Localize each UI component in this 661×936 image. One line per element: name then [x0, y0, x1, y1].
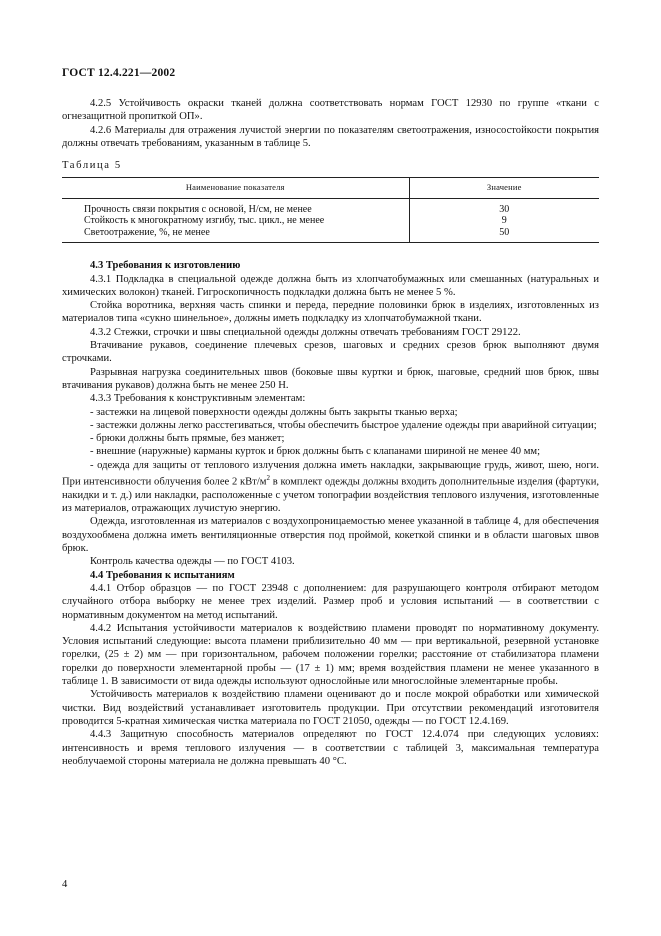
paragraph-ventilation: Одежда, изготовленная из материалов с воздухопроницаемостью менее указанной в таблице 4, для обеспечения воздухообмена должна иметь вентиляционные отверстия под проймой, кокеткой спинки и в области шаговых швов брюк.: [62, 516, 599, 555]
page-number: 4: [62, 879, 68, 890]
table-header-row: [62, 178, 599, 198]
table-cell-name: Стойкость к многократному изгибу, тыс. цикл., не менее: [62, 215, 409, 227]
paragraph-flame-resistance: Устойчивость материалов к воздействию пламени оценивают до и после мокрой обработки или химической чистки. Вид воздействий устанавливает изготовитель продукции. При отсутствии рекомендаций изготовителя проводится 5-кратная химическая чистка материала по ГОСТ 21050, одежды — по ГОСТ 12.4.169.: [62, 689, 599, 727]
paragraph-4-3-1: 4.3.1 Подкладка в специальной одежде должна быть из хлопчатобумажных или смешанных (натуральных и химических волокон) тканей. Гигроскопичность подкладки должна быть не менее 5 %.: [62, 273, 599, 298]
paragraph-4-2-6: 4.2.6 Материалы для отражения лучистой энергии по показателям светоотражения, износостойкости покрытия должны отвечать требованиям, указанным в таблице 5.: [62, 124, 599, 149]
paragraph-seam-load: Разрывная нагрузка соединительных швов (боковые швы куртки и брюк, шаговые, средний шов брюк, швы втачивания рукавов) должна быть не менее 250 Н.: [62, 366, 599, 391]
table-row: [62, 198, 599, 215]
list-item: - застежки на лицевой поверхности одежды должны быть закрыты тканью верха;: [90, 406, 458, 418]
table-cell-value: 50: [409, 227, 599, 243]
superscript: 2: [266, 474, 271, 483]
paragraph-4-3-3: 4.3.3 Требования к конструктивным элементам:: [90, 393, 306, 405]
table-caption-word: Таблица: [62, 160, 111, 172]
document-body: [62, 97, 599, 768]
table-caption-number: 5: [114, 160, 121, 172]
list-item: [62, 459, 599, 516]
table-row: [62, 215, 599, 227]
paragraph-collar-lining: Стойка воротника, верхняя часть спинки и переда, передние половинки брюк в изделиях, изготовленных из материалов типа «сукно шинельное», должны иметь подкладку из хлопчатобумажной ткани.: [62, 300, 599, 325]
list-item: - внешние (наружные) карманы курток и брюк должны быть с клапанами шириной не менее 40 мм;: [90, 446, 541, 458]
list-item-text: в комплект одежды должны входить дополнительные изделия (фартуки, накидки и т. д.) или накладки, расположенные с учетом топографии воздействия теплового излучения, изготовленные из материалов, отражающих лучистую энергию.: [62, 476, 600, 515]
table-cell-value: 30: [499, 203, 510, 215]
table-header-value: Значение: [409, 178, 599, 198]
table-cell-name: Прочность связи покрытия с основой, Н/см, не менее: [62, 198, 409, 215]
table-header-name: Наименование показателя: [62, 178, 409, 198]
table-cell-name: Светоотражение, %, не менее: [62, 227, 409, 243]
paragraph-quality-control: Контроль качества одежды — по ГОСТ 4103.: [90, 556, 295, 568]
section-heading-4-4: 4.4 Требования к испытаниям: [90, 569, 235, 581]
document-header: ГОСТ 12.4.221—2002: [62, 67, 176, 79]
list-item-text: - одежда для защиты от теплового излучения должна иметь накладки, закрывающие грудь, живот, шею, ноги. При интенсивности облучения более 2 кВт/м: [62, 459, 599, 488]
table-caption: [62, 159, 599, 172]
paragraph-4-4-2: 4.4.2 Испытания устойчивости материалов к воздействию пламени проводят по нормативному документу. Условия испытаний следующие: высота пламени приблизительно 40 мм — при вертикальной, резервной установке горелки, (25 ± 2) мм — при горизонтальном, рабочем положении горелки; расстояние от стабилизатора пламени горелки до поверхности элементарной пробы — (17 ± 1) мм; время воздействия пламени не менее указанного в таблице 1. В зависимости от вида одежды используют однослойные или многослойные элементарные пробы.: [62, 622, 599, 688]
paragraph-4-3-2: 4.3.2 Стежки, строчки и швы специальной одежды должны отвечать требованиям ГОСТ 29122.: [90, 326, 521, 338]
list-item: - застежки должны легко расстегиваться, чтобы обеспечить быстрое удаление одежды при аварийной ситуации;: [90, 419, 597, 431]
table-5: [62, 177, 599, 243]
paragraph-4-4-1: 4.4.1 Отбор образцов — по ГОСТ 23948 с дополнением: для разрушающего контроля отбирают методом случайного отбора выборку не менее трех изделий. Размер проб и условия испытаний — в соответствии с нормативным документом на метод испытаний.: [62, 582, 599, 621]
table-cell-value: 9: [501, 215, 507, 227]
paragraph-sleeves: Втачивание рукавов, соединение плечевых срезов, шаговых и средних срезов брюк выполняют двумя строчками.: [62, 340, 599, 365]
paragraph-4-2-5: 4.2.5 Устойчивость окраски тканей должна соответствовать нормам ГОСТ 12930 по группе «ткани с огнезащитной пропиткой ОП».: [62, 98, 599, 123]
list-item: - брюки должны быть прямые, без манжет;: [90, 433, 285, 445]
section-heading-4-3: 4.3 Требования к изготовлению: [90, 260, 241, 272]
paragraph-4-4-3: 4.4.3 Защитную способность материалов определяют по ГОСТ 12.4.074 при следующих условиях: интенсивность и время теплового излучения — в соответствии с таблицей 3, максимальная температура необлучаемой стороны материала не должна превышать 40 °С.: [62, 729, 599, 767]
table-row: [62, 227, 599, 243]
